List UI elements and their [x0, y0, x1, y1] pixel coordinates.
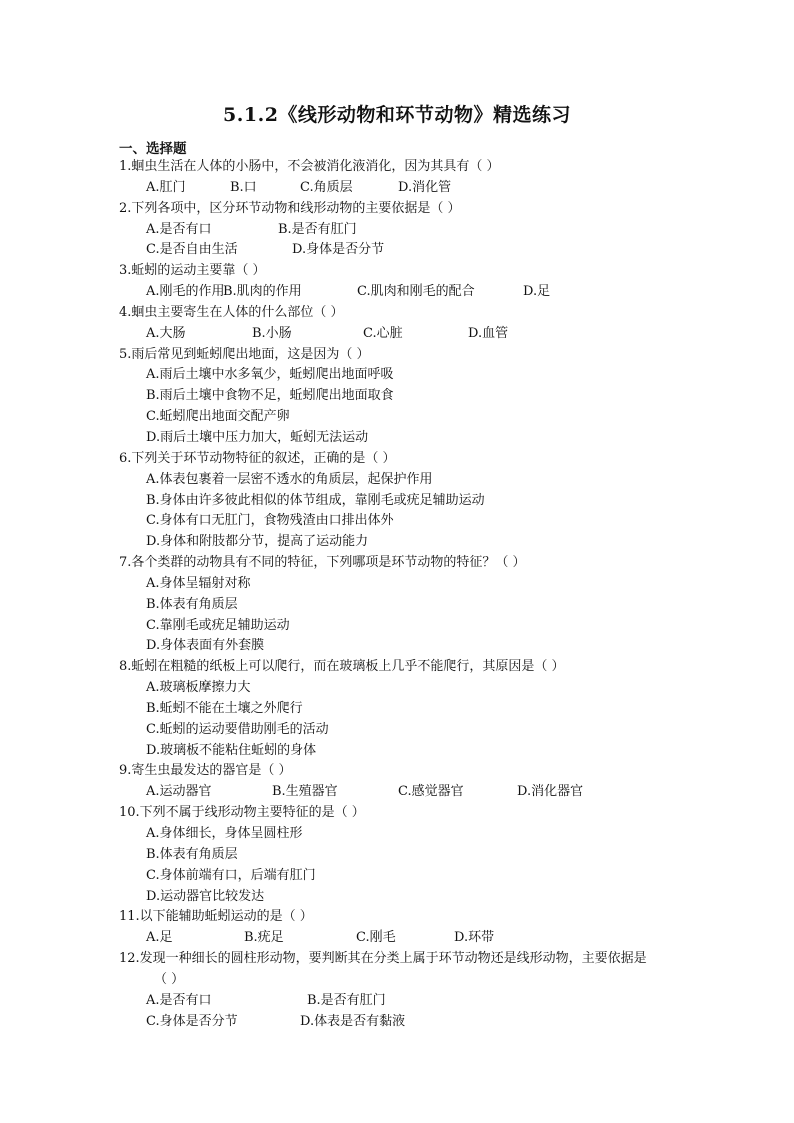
option-b: B.体表有角质层 [146, 846, 238, 862]
option-d: D.血管 [468, 325, 509, 341]
option-d: D.身体是否分节 [292, 242, 385, 258]
option-a: A.身体细长，身体呈圆柱形 [146, 826, 303, 841]
question-7: 7.各个类群的动物具有不同的特征，下列哪项是环节动物的特征？（ ） [119, 555, 526, 571]
option-c: C.蚯蚓爬出地面交配产卵 [146, 409, 290, 425]
option-c: C.靠刚毛或疣足辅助运动 [146, 617, 290, 633]
question-4: 4.蛔虫主要寄生在人体的什么部位（ ） [119, 304, 344, 320]
option-b: B.口 [230, 179, 257, 195]
question-2-options [119, 220, 719, 241]
option-b: B.体表有角质层 [146, 596, 238, 612]
option-b: B.蚯蚓不能在土壤之外爬行 [146, 700, 303, 716]
option-a: A.运动器官 [146, 784, 212, 800]
question-12-options-2 [119, 1012, 719, 1033]
option-b: B.生殖器官 [272, 784, 338, 800]
option-d: D.足 [523, 284, 551, 300]
question-10: 10.下列不属于线形动物主要特征的是（ ） [119, 805, 365, 821]
option-c: C.感觉器官 [398, 784, 464, 800]
option-d: D.消化器官 [517, 784, 584, 800]
option-d: D.身体和附肢都分节，提高了运动能力 [146, 534, 369, 550]
question-2-options-2 [119, 240, 719, 261]
option-a: A.刚毛的作用 [146, 284, 225, 300]
option-d: D.运动器官比较发达 [146, 888, 265, 904]
option-b: B.是否有肛门 [307, 992, 386, 1008]
question-8: 8.蚯蚓在粗糙的纸板上可以爬行，而在玻璃板上几乎不能爬行，其原因是（ ） [119, 659, 565, 675]
question-11: 11.以下能辅助蚯蚓运动的是（ ） [119, 909, 313, 925]
question-1: 1.蛔虫生活在人体的小肠中，不会被消化液消化，因为其具有（ ） [119, 159, 500, 174]
option-d: D.雨后土壤中压力加大，蚯蚓无法运动 [146, 429, 369, 445]
option-a: A.体表包裹着一层密不透水的角质层，起保护作用 [146, 471, 433, 487]
option-d: D.体表是否有黏液 [300, 1013, 406, 1029]
question-12-options [119, 991, 719, 1012]
option-b: B.雨后土壤中食物不足，蚯蚓爬出地面取食 [146, 388, 394, 404]
option-a: A.雨后土壤中水多氧少，蚯蚓爬出地面呼吸 [146, 367, 394, 383]
section-heading: 一、选择题 [119, 141, 187, 157]
question-12-answer-blank: （ ） [154, 971, 185, 987]
option-c: C.身体是否分节 [146, 1013, 238, 1029]
question-3: 3.蚯蚓的运动主要靠（ ） [119, 263, 266, 279]
option-b: B.疣足 [244, 930, 284, 946]
question-11-options [119, 928, 719, 949]
option-c: C.是否自由生活 [146, 242, 238, 258]
question-6: 6.下列关于环节动物特征的叙述，正确的是（ ） [119, 450, 396, 466]
option-d: D.玻璃板不能粘住蚯蚓的身体 [146, 742, 317, 758]
option-b: B.肌肉的作用 [223, 284, 302, 300]
option-b: B.身体由许多彼此相似的体节组成，靠刚毛或疣足辅助运动 [146, 492, 485, 508]
question-9-options [119, 782, 719, 803]
page-title: 5.1.2《线形动物和环节动物》精选练习 [223, 104, 571, 126]
question-2: 2.下列各项中，区分环节动物和线形动物的主要依据是（ ） [119, 200, 461, 216]
question-1-options [119, 178, 719, 199]
option-d: D.消化管 [398, 179, 452, 195]
option-a: A.肛门 [146, 179, 186, 195]
option-c: C.刚毛 [356, 930, 396, 946]
option-d: D.身体表面有外套膜 [146, 638, 265, 654]
option-c: C.身体前端有口，后端有肛门 [146, 867, 316, 883]
option-a: A.足 [146, 930, 173, 946]
question-3-options [119, 282, 719, 303]
option-d: D.环带 [454, 930, 495, 946]
option-c: C.肌肉和刚毛的配合 [357, 284, 475, 300]
option-b: B.是否有肛门 [278, 221, 357, 237]
question-list [119, 157, 719, 1032]
question-4-options [119, 324, 719, 345]
option-c: C.蚯蚓的运动要借助刚毛的活动 [146, 721, 329, 737]
option-a: A.是否有口 [146, 221, 212, 237]
option-c: C.角质层 [300, 179, 353, 195]
option-b: B.小肠 [252, 325, 292, 341]
option-a: A.大肠 [146, 325, 186, 341]
option-a: A.玻璃板摩擦力大 [146, 680, 251, 696]
option-c: C.心脏 [363, 325, 403, 341]
option-a: A.身体呈辐射对称 [146, 575, 251, 591]
option-c: C.身体有口无肛门，食物残渣由口排出体外 [146, 513, 394, 529]
question-5: 5.雨后常见到蚯蚓爬出地面，这是因为（ ） [119, 346, 370, 362]
question-9: 9.寄生虫最发达的器官是（ ） [119, 763, 292, 779]
question-12: 12.发现一种细长的圆柱形动物，要判断其在分类上属于环节动物还是线形动物，主要依据是 [119, 951, 647, 967]
option-a: A.是否有口 [146, 992, 212, 1008]
